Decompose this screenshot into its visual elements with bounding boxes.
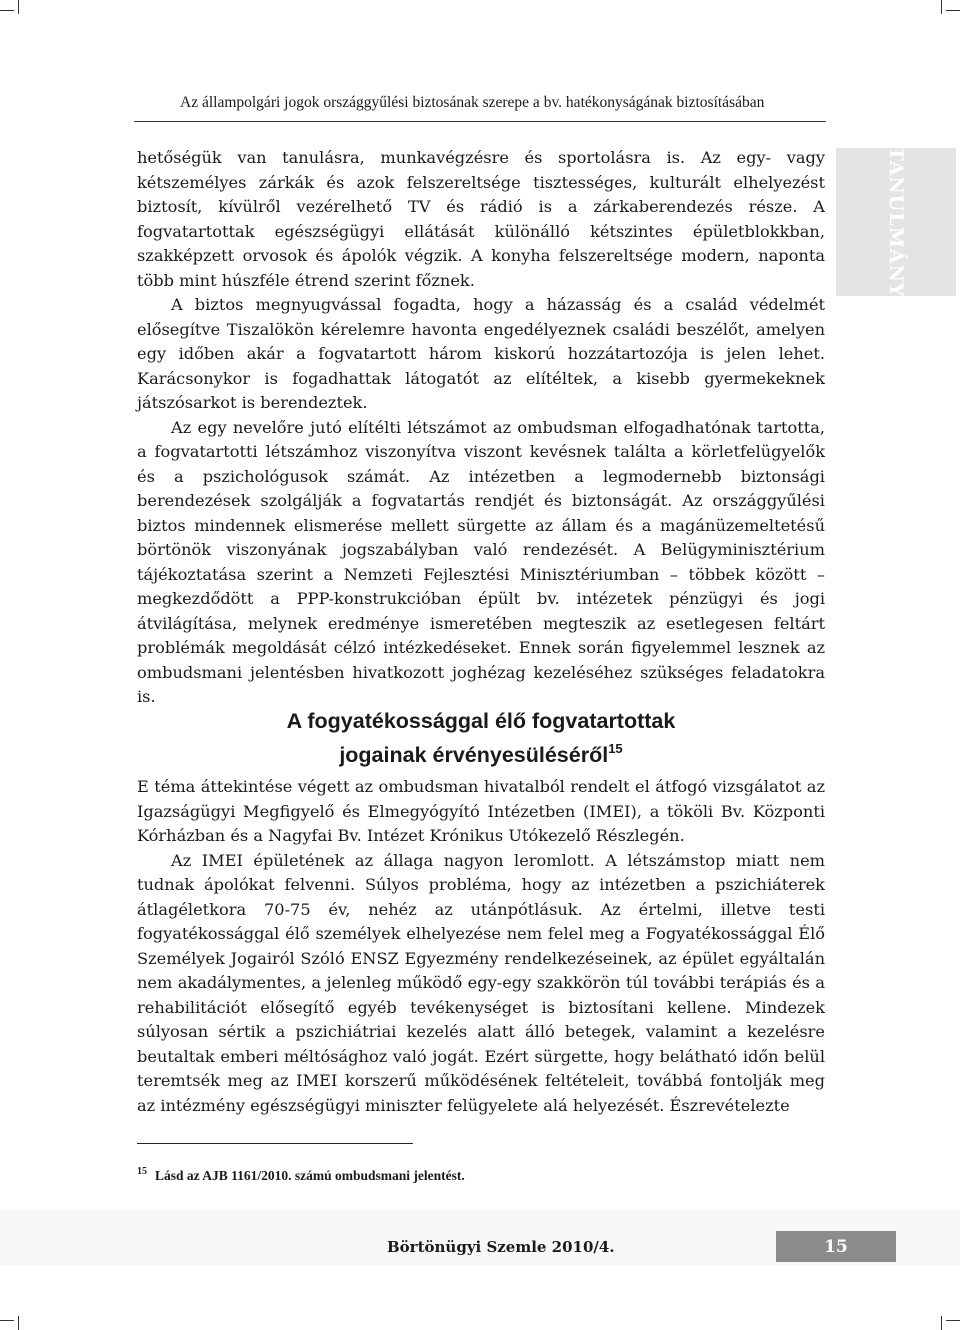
header-rule [134,121,826,122]
page-number-box [776,1231,896,1262]
footnote-number: 15 [137,1166,147,1177]
crop-mark [946,10,960,11]
paragraph: Az IMEI épületének az állaga nagyon leromlott. A létszámstop miatt nem tudnak ápolókat felvenni. Súlyos probléma, hogy az intézetben a pszichiáterek átlagéletkora 70-75 év, nehéz az utánpótlásuk. Az értelmi, illetve testi fogyatékossággal élő személyek elhelyezése nem felel meg a Fogyatékossággal Élő Személyek Jogairól Szóló ENSZ Egyezmény rendelkezéseinek, az épület egyáltalán nem akadálymentes, a jelenleg működő egy-egy szakkörön túl további terápiás és a rehabilitációt elősegítő egyéb tevékenységet is biztosítani kellene. Mindezek súlyosan sértik a pszichiátriai kezelés alatt álló betegek, valamint a kezelésre beutaltak emberi méltósághoz való jogát. Ezért sürgette, hogy belátható időn belül teremtsék meg az IMEI korszerű működésének feltételeit, továbbá fontolják meg az intézmény egészségügyi miniszter felügyelete alá helyezését. Észrevételezte [137,850,825,1115]
footnote [137,1166,465,1184]
section-heading [137,708,825,769]
crop-mark [18,0,19,14]
crop-mark [946,1320,960,1321]
crop-mark [941,0,942,14]
crop-mark [18,1316,19,1330]
section-tab-label: TANULMÁNY [885,146,907,298]
paragraph: hetőségük van tanulásra, munkavégzésre és sportolásra is. Az egy- vagy kétszemélyes zárkák és azok felszereltsége tisztességes, kulturált elhelyezést biztosít, kívülről vezérelhető TV és rádió is a zárkaberendezés része. A fogvatartottak egészségügyi ellátását különálló kétszintes épületblokkban, szakképzett orvosok és ápolók végzik. A konyha felszereltsége modern, naponta több mint húszféle étrend szerint főznek. [137,148,825,290]
section-tab [836,148,956,296]
footnote-reference: 15 [608,741,623,756]
section-heading-line2 [137,735,825,769]
section-heading-line1: A fogyatékossággal élő fogvatartottak [286,709,676,733]
paragraph: A biztos megnyugvással fogadta, hogy a házasság és a család védelmét elősegítve Tiszalökön kérelemre havonta engedélyeznek családi beszélőt, amelyen egy időben akár a fogvatartott három kiskorú hozzátartozója is jelen lehet. Karácsonykor is fogadhattak látogatót az elítéltek, a kisebb gyermekeknek játszósarkot is berendeztek. [137,295,825,412]
running-header: Az állampolgári jogok országgyűlési biztosának szerepe a bv. hatékonyságának biztosításában [180,94,765,111]
footnote-rule [137,1143,413,1144]
section-heading-text: jogainak érvényesüléséről [339,743,609,767]
article-body-top [137,146,825,710]
page-number: 15 [824,1236,848,1257]
paragraph: Az egy nevelőre jutó elítélti létszámot az ombudsman elfogadhatónak tartotta, a fogvatartotti létszámhoz viszonyítva viszont kevésnek találta a körletfelügyelők és a pszichológusok számát. Az intézetben a legmodernebb biztonsági berendezések szolgálják a fogvatartás rendjét és biztonságát. Az országgyűlési biztos mindennek elismerése mellett sürgette az állam és a magánüzemeltetésű börtönök viszonyának jogszabályban való rendezését. A Belügyminisztérium tájékoztatása szerint a Nemzeti Fejlesztési Minisztériumban – többek között – megkezdődött a PPP-konstrukcióban épült bv. intézetek pénzügyi és jogi átvilágítása, melynek eredménye ismeretében megteszik az esetlegesen feltárt problémák megoldását célzó intézkedéseket. Ennek során figyelemmel lesznek az ombudsmani jelentésben hivatkozott joghézag kezeléséhez szükséges feladatokra is. [137,417,825,706]
footnote-text: Lásd az AJB 1161/2010. számú ombudsmani jelentést. [155,1168,465,1183]
crop-mark [0,10,14,11]
article-body-bottom [137,775,825,1118]
paragraph: E téma áttekintése végett az ombudsman hivatalból rendelt el átfogó vizsgálatot az Igazságügyi Megfigyelő és Elmegyógyító Intézetben (IMEI), a tököli Bv. Központi Kórházban és a Nagyfai Bv. Intézet Krónikus Utókezelő Részlegén. [137,777,825,845]
crop-mark [941,1316,942,1330]
crop-mark [0,1320,14,1321]
journal-name: Börtönügyi Szemle 2010/4. [387,1238,615,1256]
